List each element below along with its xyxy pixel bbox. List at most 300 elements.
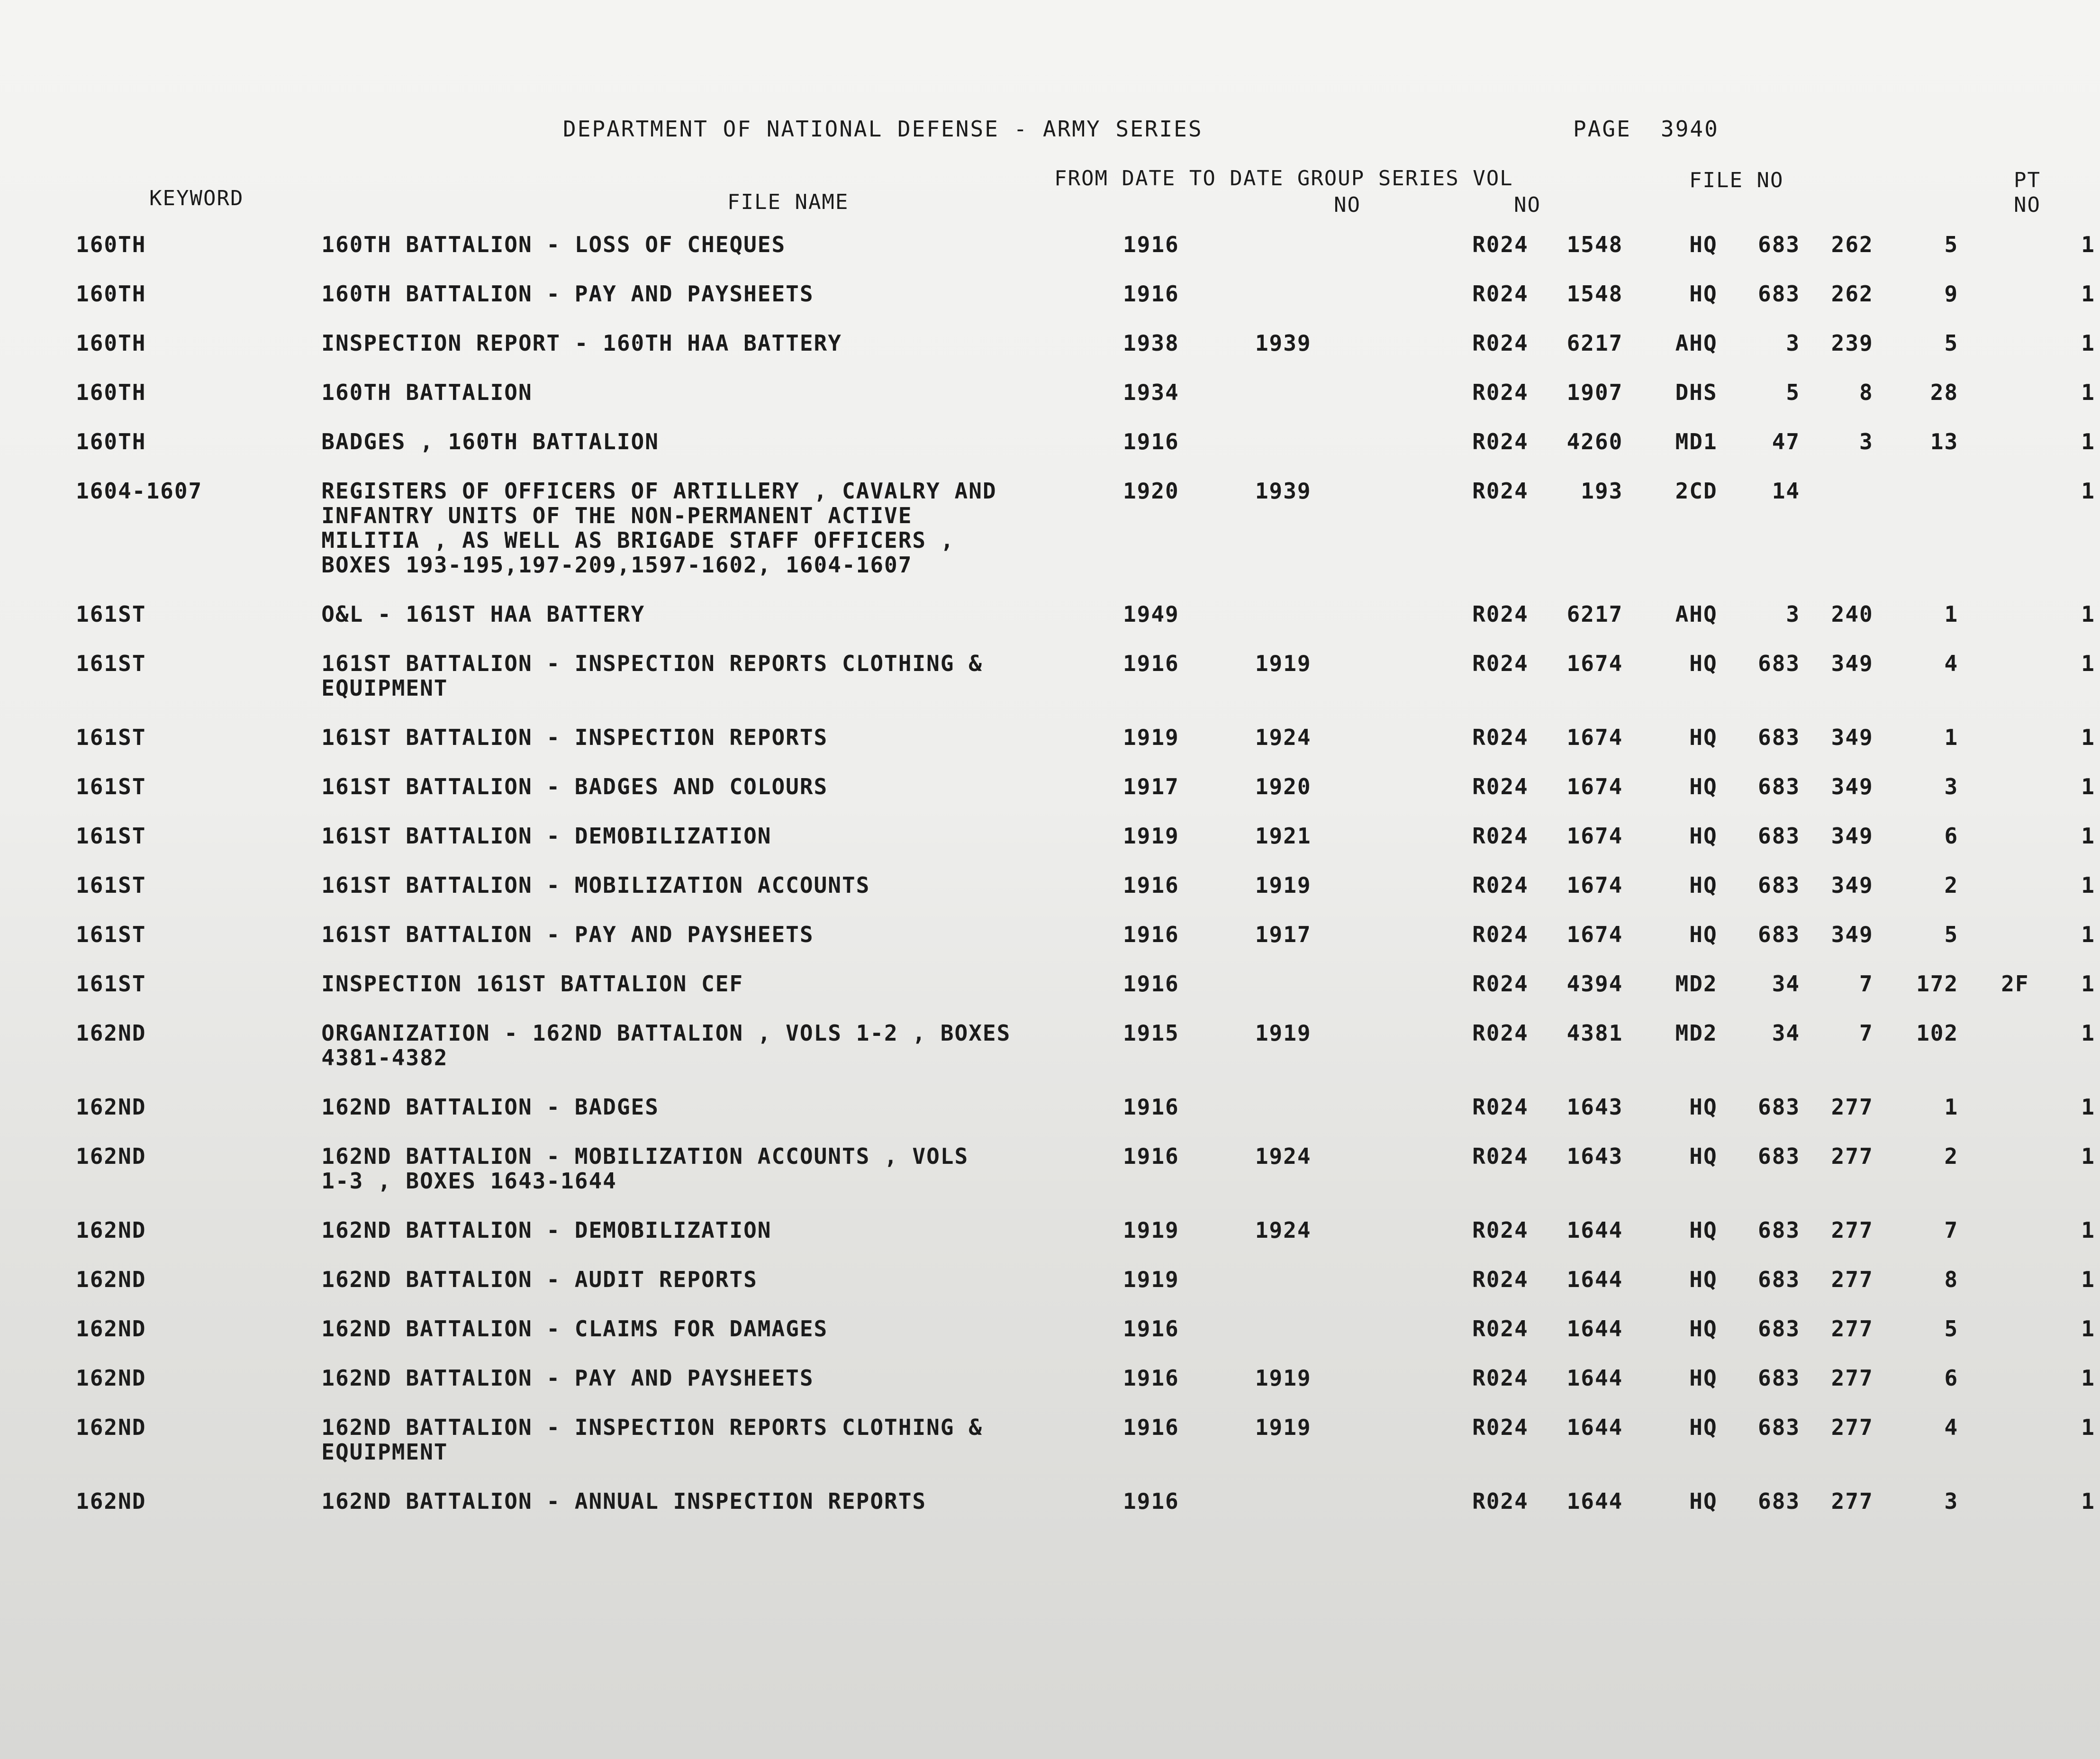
from-date-cell: 1916 <box>1122 1316 1179 1342</box>
file-no-part-3-cell: 7 <box>1859 1020 1874 1046</box>
file-no-part-1-cell: HQ <box>1689 1316 1718 1342</box>
table-row <box>76 326 2100 375</box>
file-no-part-3-cell: 349 <box>1831 651 1874 676</box>
file-no-part-4-cell: 2 <box>1944 872 1959 898</box>
column-header-dates-group-series-vol: FROM DATE TO DATE GROUP SERIES VOL <box>1054 166 1513 190</box>
file-no-part-2-cell: 683 <box>1758 823 1801 849</box>
file-no-part-2-cell: 683 <box>1758 281 1801 307</box>
file-no-part-1-cell: HQ <box>1689 872 1718 898</box>
series-cell: R024 <box>1472 922 1529 947</box>
pt-no-cell: 1 <box>2081 922 2095 947</box>
file-no-part-3-cell: 349 <box>1831 823 1874 849</box>
file-no-part-2-cell: 5 <box>1786 380 1801 405</box>
group-no-cell <box>1345 375 1420 425</box>
pt-no-cell: 1 <box>2081 774 2095 799</box>
keyword-cell: 162ND <box>76 1143 146 1169</box>
series-cell: R024 <box>1472 601 1529 627</box>
file-no-part-2-cell: 683 <box>1758 1316 1801 1342</box>
file-no-part-2-cell: 14 <box>1772 478 1801 504</box>
from-date-cell: 1938 <box>1122 330 1179 356</box>
file-no-part-4-cell: 1 <box>1944 601 1959 627</box>
file-no-part-2-cell: 683 <box>1758 1094 1801 1120</box>
from-date-cell: 1919 <box>1122 1217 1179 1243</box>
file-name-cell: O&L - 161ST HAA BATTERY <box>321 601 645 627</box>
file-no-part-3-cell: 8 <box>1859 380 1874 405</box>
vol-no-cell: 1674 <box>1566 823 1623 849</box>
series-cell: R024 <box>1472 429 1529 454</box>
pt-no-cell: 1 <box>2081 1267 2095 1292</box>
group-no-cell <box>1345 720 1420 770</box>
pt-no-cell: 1 <box>2081 1217 2095 1243</box>
file-no-part-3-cell: 277 <box>1831 1316 1874 1342</box>
keyword-cell: 162ND <box>76 1094 146 1120</box>
table-row <box>76 1312 2100 1361</box>
table-row <box>76 770 2100 819</box>
column-header-group-no: NO <box>1334 193 1361 217</box>
to-date-cell: 1924 <box>1255 725 1312 750</box>
pt-no-cell: 1 <box>2081 971 2095 997</box>
file-no-part-3-cell: 349 <box>1831 725 1874 750</box>
to-date-cell <box>1222 597 1345 646</box>
page-title: DEPARTMENT OF NATIONAL DEFENSE - ARMY SERIES <box>563 116 1203 142</box>
file-no-part-4-cell: 3 <box>1944 774 1959 799</box>
series-cell: R024 <box>1472 872 1529 898</box>
group-no-cell <box>1345 1139 1420 1213</box>
file-no-part-1-cell: HQ <box>1689 774 1718 799</box>
series-cell: R024 <box>1472 1316 1529 1342</box>
file-no-part-2-cell: 683 <box>1758 1217 1801 1243</box>
keyword-cell: 160TH <box>76 281 146 307</box>
file-no-part-3-cell: 239 <box>1831 330 1874 356</box>
to-date-cell: 1924 <box>1255 1143 1312 1169</box>
keyword-cell: 161ST <box>76 922 146 947</box>
file-no-part-4-cell: 172 <box>1916 971 1959 997</box>
keyword-cell: 161ST <box>76 651 146 676</box>
series-cell: R024 <box>1472 281 1529 307</box>
file-no-part-5-cell <box>1963 1312 2034 1361</box>
file-no-part-2-cell: 683 <box>1758 922 1801 947</box>
from-date-cell: 1916 <box>1122 1365 1179 1391</box>
table-row <box>76 1213 2100 1262</box>
from-date-cell: 1919 <box>1122 823 1179 849</box>
group-no-cell <box>1345 1262 1420 1312</box>
from-date-cell: 1915 <box>1122 1020 1179 1046</box>
to-date-cell: 1939 <box>1255 330 1312 356</box>
file-no-part-1-cell: HQ <box>1689 725 1718 750</box>
file-no-part-4-cell: 5 <box>1944 330 1959 356</box>
table-row <box>76 646 2100 720</box>
to-date-cell: 1924 <box>1255 1217 1312 1243</box>
file-no-part-5-cell <box>1963 819 2034 868</box>
from-date-cell: 1916 <box>1122 429 1179 454</box>
to-date-cell <box>1222 1090 1345 1139</box>
keyword-cell: 162ND <box>76 1217 146 1243</box>
from-date-cell: 1917 <box>1122 774 1179 799</box>
file-name-cell: 161ST BATTALION - BADGES AND COLOURS <box>321 774 828 799</box>
page-label: PAGE <box>1573 116 1631 142</box>
vol-no-cell: 1644 <box>1566 1488 1623 1514</box>
vol-no-cell: 193 <box>1581 478 1623 504</box>
file-no-part-1-cell: HQ <box>1689 1414 1718 1440</box>
table-row <box>76 277 2100 326</box>
vol-no-cell: 1674 <box>1566 922 1623 947</box>
table-row <box>76 597 2100 646</box>
file-no-part-1-cell: MD2 <box>1675 971 1718 997</box>
file-no-part-4-cell: 13 <box>1930 429 1959 454</box>
file-no-part-3-cell: 240 <box>1831 601 1874 627</box>
series-cell: R024 <box>1472 380 1529 405</box>
page-number: 3940 <box>1661 116 1719 142</box>
file-no-part-1-cell: HQ <box>1689 1217 1718 1243</box>
from-date-cell: 1916 <box>1122 971 1179 997</box>
file-no-part-5-cell <box>1963 1361 2034 1410</box>
file-no-part-4-cell: 28 <box>1930 380 1959 405</box>
keyword-cell: 161ST <box>76 823 146 849</box>
file-no-part-5-cell <box>1963 326 2034 375</box>
file-no-part-3-cell: 277 <box>1831 1217 1874 1243</box>
file-no-part-1-cell: HQ <box>1689 1365 1718 1391</box>
file-name-cell: 161ST BATTALION - MOBILIZATION ACCOUNTS <box>321 872 870 898</box>
from-date-cell: 1919 <box>1122 725 1179 750</box>
pt-no-cell: 1 <box>2081 330 2095 356</box>
to-date-cell: 1921 <box>1255 823 1312 849</box>
vol-no-cell: 1548 <box>1566 232 1623 257</box>
series-cell: R024 <box>1472 651 1529 676</box>
keyword-cell: 1604-1607 <box>76 478 203 504</box>
group-no-cell <box>1345 277 1420 326</box>
keyword-cell: 162ND <box>76 1267 146 1292</box>
file-name-cell: INSPECTION REPORT - 160TH HAA BATTERY <box>321 330 842 356</box>
vol-no-cell: 4394 <box>1566 971 1623 997</box>
file-no-part-5-cell <box>1963 1090 2034 1139</box>
column-header-file-no: FILE NO <box>1689 168 1784 192</box>
file-name-cell: ORGANIZATION - 162ND BATTALION , VOLS 1-2 , BOXES 4381-4382 <box>321 1020 1011 1070</box>
file-name-cell: 162ND BATTALION - AUDIT REPORTS <box>321 1267 758 1292</box>
vol-no-cell: 1644 <box>1566 1217 1623 1243</box>
file-no-part-3-cell: 277 <box>1831 1365 1874 1391</box>
group-no-cell <box>1345 868 1420 917</box>
file-no-part-3-cell: 7 <box>1859 971 1874 997</box>
to-date-cell <box>1222 1312 1345 1361</box>
column-header-pt: PT <box>2014 168 2041 192</box>
keyword-cell: 161ST <box>76 725 146 750</box>
to-date-cell <box>1222 375 1345 425</box>
group-no-cell <box>1345 326 1420 375</box>
table-row <box>76 1361 2100 1410</box>
file-no-part-4-cell: 1 <box>1944 1094 1959 1120</box>
file-no-part-4-cell: 8 <box>1944 1267 1959 1292</box>
table-row <box>76 1262 2100 1312</box>
group-no-cell <box>1345 1410 1420 1484</box>
file-no-part-2-cell: 683 <box>1758 1267 1801 1292</box>
file-name-cell: 162ND BATTALION - MOBILIZATION ACCOUNTS , VOLS 1-3 , BOXES 1643-1644 <box>321 1143 969 1194</box>
vol-no-cell: 1644 <box>1566 1267 1623 1292</box>
table-row <box>76 720 2100 770</box>
file-no-part-5-cell <box>1963 277 2034 326</box>
pt-no-cell: 1 <box>2081 1143 2095 1169</box>
series-cell: R024 <box>1472 1267 1529 1292</box>
from-date-cell: 1916 <box>1122 1094 1179 1120</box>
from-date-cell: 1934 <box>1122 380 1179 405</box>
file-name-cell: 160TH BATTALION - LOSS OF CHEQUES <box>321 232 786 257</box>
vol-no-cell: 1644 <box>1566 1365 1623 1391</box>
file-no-part-1-cell: HQ <box>1689 1094 1718 1120</box>
keyword-cell: 162ND <box>76 1020 146 1046</box>
vol-no-cell: 1674 <box>1566 774 1623 799</box>
table-row <box>76 1139 2100 1213</box>
keyword-cell: 160TH <box>76 429 146 454</box>
file-no-part-3-cell: 277 <box>1831 1414 1874 1440</box>
file-no-part-5-cell <box>1963 227 2034 277</box>
group-no-cell <box>1345 425 1420 474</box>
file-no-part-1-cell: HQ <box>1689 1143 1718 1169</box>
file-no-part-1-cell: HQ <box>1689 281 1718 307</box>
file-no-part-1-cell: HQ <box>1689 1488 1718 1514</box>
file-no-part-5-cell <box>1963 1016 2034 1090</box>
vol-no-cell: 4381 <box>1566 1020 1623 1046</box>
to-date-cell <box>1222 967 1345 1016</box>
to-date-cell <box>1222 227 1345 277</box>
file-name-cell: 161ST BATTALION - INSPECTION REPORTS CLOTHING & EQUIPMENT <box>321 651 983 701</box>
keyword-cell: 162ND <box>76 1365 146 1391</box>
file-name-cell: 162ND BATTALION - INSPECTION REPORTS CLOTHING & EQUIPMENT <box>321 1414 983 1465</box>
to-date-cell <box>1222 425 1345 474</box>
vol-no-cell: 1643 <box>1566 1143 1623 1169</box>
file-no-part-5-cell <box>1963 1262 2034 1312</box>
from-date-cell: 1920 <box>1122 478 1179 504</box>
series-cell: R024 <box>1472 774 1529 799</box>
file-no-part-4-cell: 6 <box>1944 823 1959 849</box>
file-no-part-5-cell: 2F <box>2001 971 2029 997</box>
group-no-cell <box>1345 770 1420 819</box>
table-row <box>76 967 2100 1016</box>
series-cell: R024 <box>1472 1143 1529 1169</box>
file-name-cell: 161ST BATTALION - DEMOBILIZATION <box>321 823 772 849</box>
file-no-part-2-cell: 47 <box>1772 429 1801 454</box>
file-no-part-5-cell <box>1963 720 2034 770</box>
file-no-part-2-cell: 683 <box>1758 1143 1801 1169</box>
file-name-cell: 160TH BATTALION - PAY AND PAYSHEETS <box>321 281 814 307</box>
series-cell: R024 <box>1472 725 1529 750</box>
from-date-cell: 1916 <box>1122 1414 1179 1440</box>
file-name-cell: 162ND BATTALION - DEMOBILIZATION <box>321 1217 772 1243</box>
to-date-cell <box>1222 1262 1345 1312</box>
column-header-file-name: FILE NAME <box>727 190 849 214</box>
file-no-part-1-cell: MD1 <box>1675 429 1718 454</box>
series-cell: R024 <box>1472 330 1529 356</box>
file-no-part-4-cell <box>1878 474 1963 597</box>
vol-no-cell: 1674 <box>1566 872 1623 898</box>
file-no-part-4-cell: 9 <box>1944 281 1959 307</box>
file-name-cell: 161ST BATTALION - PAY AND PAYSHEETS <box>321 922 814 947</box>
file-no-part-5-cell <box>1963 425 2034 474</box>
column-header-keyword: KEYWORD <box>149 186 244 210</box>
pt-no-cell: 1 <box>2081 725 2095 750</box>
file-no-part-4-cell: 102 <box>1916 1020 1959 1046</box>
file-no-part-2-cell: 34 <box>1772 971 1801 997</box>
keyword-cell: 161ST <box>76 971 146 997</box>
file-no-part-3-cell: 262 <box>1831 232 1874 257</box>
keyword-cell: 161ST <box>76 872 146 898</box>
to-date-cell <box>1222 277 1345 326</box>
file-no-part-3-cell <box>1805 474 1878 597</box>
to-date-cell: 1939 <box>1255 478 1312 504</box>
series-cell: R024 <box>1472 1414 1529 1440</box>
table-row <box>76 227 2100 277</box>
file-no-part-4-cell: 2 <box>1944 1143 1959 1169</box>
to-date-cell <box>1222 1484 1345 1533</box>
file-no-part-5-cell <box>1963 1213 2034 1262</box>
pt-no-cell: 1 <box>2081 232 2095 257</box>
group-no-cell <box>1345 819 1420 868</box>
group-no-cell <box>1345 646 1420 720</box>
file-name-cell: 162ND BATTALION - CLAIMS FOR DAMAGES <box>321 1316 828 1342</box>
series-cell: R024 <box>1472 1365 1529 1391</box>
pt-no-cell: 1 <box>2081 380 2095 405</box>
file-no-part-2-cell: 683 <box>1758 872 1801 898</box>
file-no-part-4-cell: 5 <box>1944 232 1959 257</box>
series-cell: R024 <box>1472 823 1529 849</box>
file-name-cell: 160TH BATTALION <box>321 380 533 405</box>
table-row <box>76 1016 2100 1090</box>
series-cell: R024 <box>1472 1094 1529 1120</box>
table-row <box>76 1484 2100 1533</box>
pt-no-cell: 1 <box>2081 1414 2095 1440</box>
file-no-part-5-cell <box>1963 868 2034 917</box>
file-no-part-2-cell: 3 <box>1786 330 1801 356</box>
from-date-cell: 1916 <box>1122 1488 1179 1514</box>
group-no-cell <box>1345 474 1420 597</box>
file-no-part-1-cell: HQ <box>1689 1267 1718 1292</box>
file-no-part-2-cell: 683 <box>1758 1488 1801 1514</box>
pt-no-cell: 1 <box>2081 429 2095 454</box>
vol-no-cell: 6217 <box>1566 330 1623 356</box>
file-no-part-3-cell: 349 <box>1831 872 1874 898</box>
group-no-cell <box>1345 967 1420 1016</box>
series-cell: R024 <box>1472 1020 1529 1046</box>
series-cell: R024 <box>1472 1217 1529 1243</box>
pt-no-cell: 1 <box>2081 601 2095 627</box>
file-name-cell: 162ND BATTALION - ANNUAL INSPECTION REPORTS <box>321 1488 927 1514</box>
from-date-cell: 1916 <box>1122 872 1179 898</box>
group-no-cell <box>1345 1312 1420 1361</box>
vol-no-cell: 1674 <box>1566 651 1623 676</box>
file-no-part-3-cell: 349 <box>1831 922 1874 947</box>
file-no-part-1-cell: 2CD <box>1675 478 1718 504</box>
file-no-part-2-cell: 683 <box>1758 232 1801 257</box>
keyword-cell: 162ND <box>76 1316 146 1342</box>
file-no-part-3-cell: 262 <box>1831 281 1874 307</box>
from-date-cell: 1916 <box>1122 232 1179 257</box>
table-row <box>76 474 2100 597</box>
group-no-cell <box>1345 1016 1420 1090</box>
file-no-part-4-cell: 4 <box>1944 1414 1959 1440</box>
pt-no-cell: 1 <box>2081 651 2095 676</box>
pt-no-cell: 1 <box>2081 872 2095 898</box>
column-header-pt-no: NO <box>2014 193 2041 217</box>
file-no-part-2-cell: 683 <box>1758 1365 1801 1391</box>
pt-no-cell: 1 <box>2081 281 2095 307</box>
file-no-part-5-cell <box>1963 1139 2034 1213</box>
from-date-cell: 1916 <box>1122 922 1179 947</box>
table-row <box>76 917 2100 967</box>
file-no-part-3-cell: 277 <box>1831 1488 1874 1514</box>
keyword-cell: 161ST <box>76 601 146 627</box>
file-no-part-3-cell: 349 <box>1831 774 1874 799</box>
file-no-part-1-cell: HQ <box>1689 823 1718 849</box>
group-no-cell <box>1345 597 1420 646</box>
pt-no-cell: 1 <box>2081 1020 2095 1046</box>
pt-no-cell: 1 <box>2081 1365 2095 1391</box>
file-no-part-2-cell: 683 <box>1758 774 1801 799</box>
keyword-cell: 160TH <box>76 232 146 257</box>
pt-no-cell: 1 <box>2081 1316 2095 1342</box>
file-no-part-5-cell <box>1963 1410 2034 1484</box>
file-name-cell: 161ST BATTALION - INSPECTION REPORTS <box>321 725 828 750</box>
file-no-part-1-cell: DHS <box>1675 380 1718 405</box>
pt-no-cell: 1 <box>2081 1094 2095 1120</box>
file-no-part-5-cell <box>1963 646 2034 720</box>
series-cell: R024 <box>1472 971 1529 997</box>
pt-no-cell: 1 <box>2081 823 2095 849</box>
file-no-part-2-cell: 683 <box>1758 1414 1801 1440</box>
table-row <box>76 1090 2100 1139</box>
file-no-part-3-cell: 3 <box>1859 429 1874 454</box>
group-no-cell <box>1345 1090 1420 1139</box>
file-no-part-3-cell: 277 <box>1831 1143 1874 1169</box>
group-no-cell <box>1345 1484 1420 1533</box>
to-date-cell: 1919 <box>1255 1365 1312 1391</box>
file-no-part-1-cell: MD2 <box>1675 1020 1718 1046</box>
column-header-vol-no: NO <box>1514 193 1541 217</box>
vol-no-cell: 1644 <box>1566 1414 1623 1440</box>
file-no-part-1-cell: HQ <box>1689 651 1718 676</box>
file-name-cell: REGISTERS OF OFFICERS OF ARTILLERY , CAVALRY AND INFANTRY UNITS OF THE NON-PERMANENT ACTIVE MILITIA , AS WELL AS BRIGADE STAFF OFFICERS , BOXES 193-195,197-209,1597-1602, 1604-1607 <box>321 478 997 578</box>
vol-no-cell: 1644 <box>1566 1316 1623 1342</box>
series-cell: R024 <box>1472 1488 1529 1514</box>
file-no-part-2-cell: 683 <box>1758 651 1801 676</box>
keyword-cell: 161ST <box>76 774 146 799</box>
vol-no-cell: 1907 <box>1566 380 1623 405</box>
file-no-part-5-cell <box>1963 917 2034 967</box>
file-no-part-1-cell: HQ <box>1689 922 1718 947</box>
to-date-cell: 1919 <box>1255 1414 1312 1440</box>
group-no-cell <box>1345 917 1420 967</box>
file-no-part-4-cell: 7 <box>1944 1217 1959 1243</box>
to-date-cell: 1919 <box>1255 651 1312 676</box>
file-no-part-1-cell: HQ <box>1689 232 1718 257</box>
vol-no-cell: 1674 <box>1566 725 1623 750</box>
group-no-cell <box>1345 1213 1420 1262</box>
to-date-cell: 1919 <box>1255 872 1312 898</box>
file-no-part-1-cell: AHQ <box>1675 601 1718 627</box>
series-cell: R024 <box>1472 232 1529 257</box>
vol-no-cell: 1548 <box>1566 281 1623 307</box>
table-row <box>76 1410 2100 1484</box>
file-name-cell: 162ND BATTALION - PAY AND PAYSHEETS <box>321 1365 814 1391</box>
series-cell: R024 <box>1472 478 1529 504</box>
file-name-cell: 162ND BATTALION - BADGES <box>321 1094 659 1120</box>
to-date-cell: 1920 <box>1255 774 1312 799</box>
file-no-part-4-cell: 6 <box>1944 1365 1959 1391</box>
table-row <box>76 375 2100 425</box>
vol-no-cell: 1643 <box>1566 1094 1623 1120</box>
from-date-cell: 1916 <box>1122 281 1179 307</box>
file-no-part-5-cell <box>1963 375 2034 425</box>
from-date-cell: 1916 <box>1122 651 1179 676</box>
table-row <box>76 819 2100 868</box>
keyword-cell: 162ND <box>76 1488 146 1514</box>
